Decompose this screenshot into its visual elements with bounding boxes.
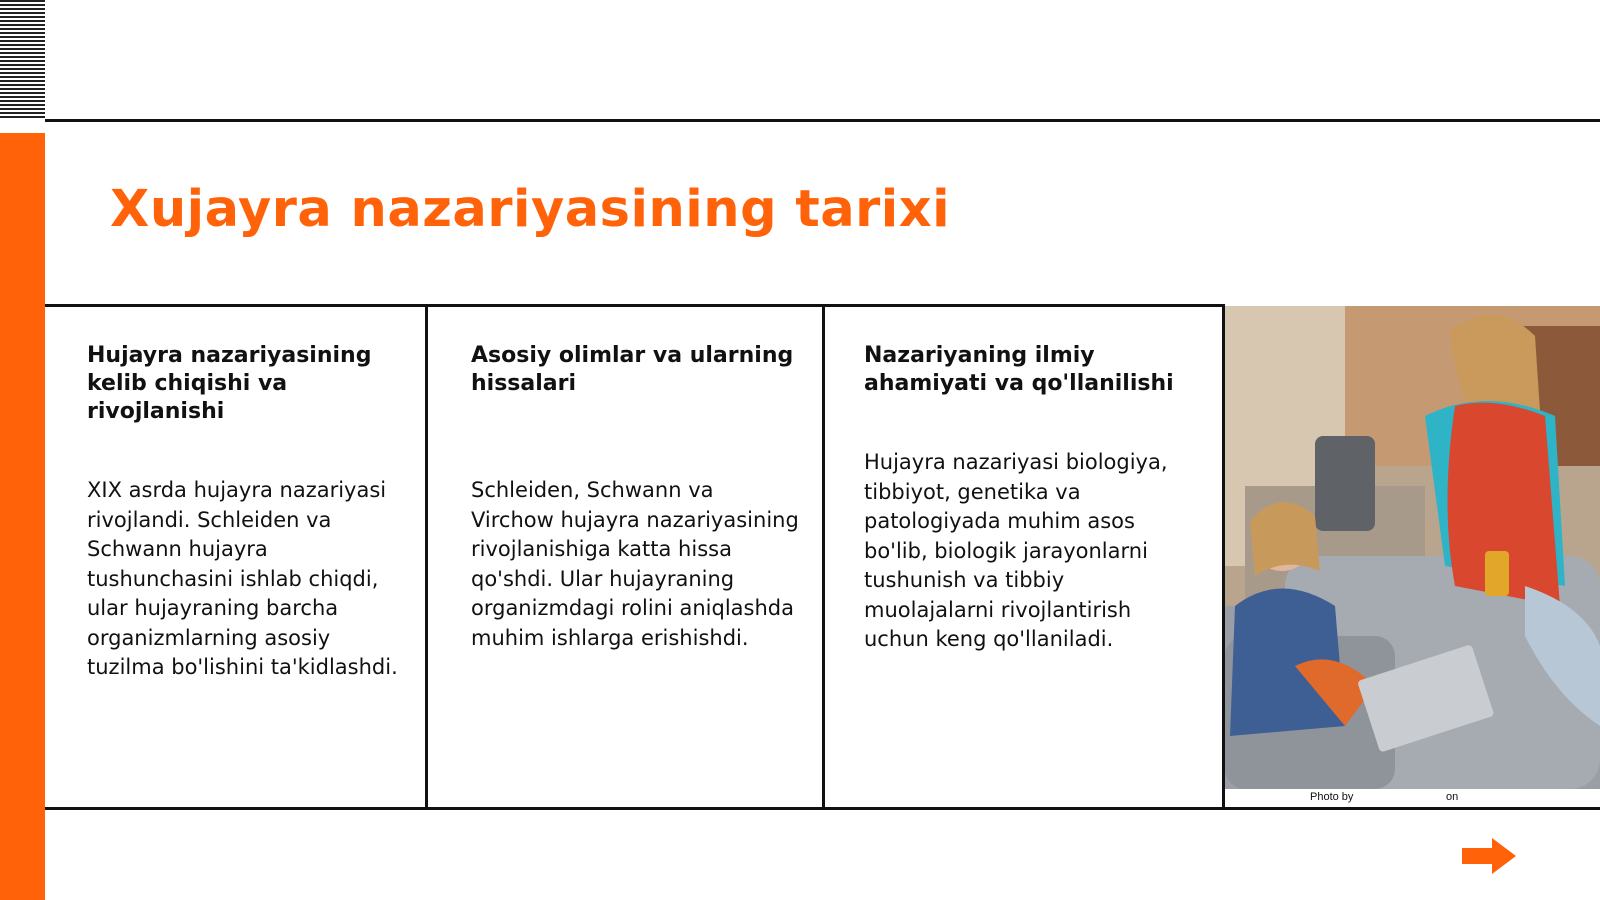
column-1-text: XIX asrda hujayra nazariyasi rivojlandi. Schleiden va Schwann hujayra tushunchasini ishlab chiqdi, ular hujayraning barcha organizmlarning asosiy tuzilma bo'lishini ta'kidlashdi. [87,478,398,679]
column-1-heading: Hujayra nazariyasining kelib chiqishi va rivojlanishi [87,343,372,424]
top-divider [45,119,1600,122]
office-photo [1225,306,1600,789]
column-3-heading: Nazariyaning ilmiy ahamiyati va qo'llanilishi [864,343,1174,396]
column-1 [87,306,405,683]
accent-strip [0,133,45,900]
photo-credit-prefix: Photo by [1310,791,1354,803]
slide-title: Xujayra nazariyasining tarixi [110,180,951,239]
column-divider-2 [822,304,825,810]
photo-illustration [1225,306,1600,789]
column-3 [864,306,1194,655]
photo-credit [1225,789,1600,807]
column-2-text: Schleiden, Schwann va Virchow hujayra nazariyasining rivojlanishiga katta hissa qo'shdi. Ular hujayraning organizmdagi rolini aniqlashda muhim ishlarga erishishdi. [471,478,799,650]
photo-credit-on: on [1446,791,1459,803]
arrow-right-icon[interactable] [1460,835,1520,877]
column-divider-1 [425,304,428,810]
barcode-decoration [0,0,45,120]
column-3-text: Hujayra nazariyasi biologiya, tibbiyot, genetika va patologiyada muhim asos bo'lib, biologik jarayonlarni tushunish va tibbiy muolajalarni rivojlantirish uchun keng qo'llaniladi. [864,450,1168,651]
column-2-heading: Asosiy olimlar va ularning hissalari [471,343,794,396]
column-2 [471,306,801,653]
